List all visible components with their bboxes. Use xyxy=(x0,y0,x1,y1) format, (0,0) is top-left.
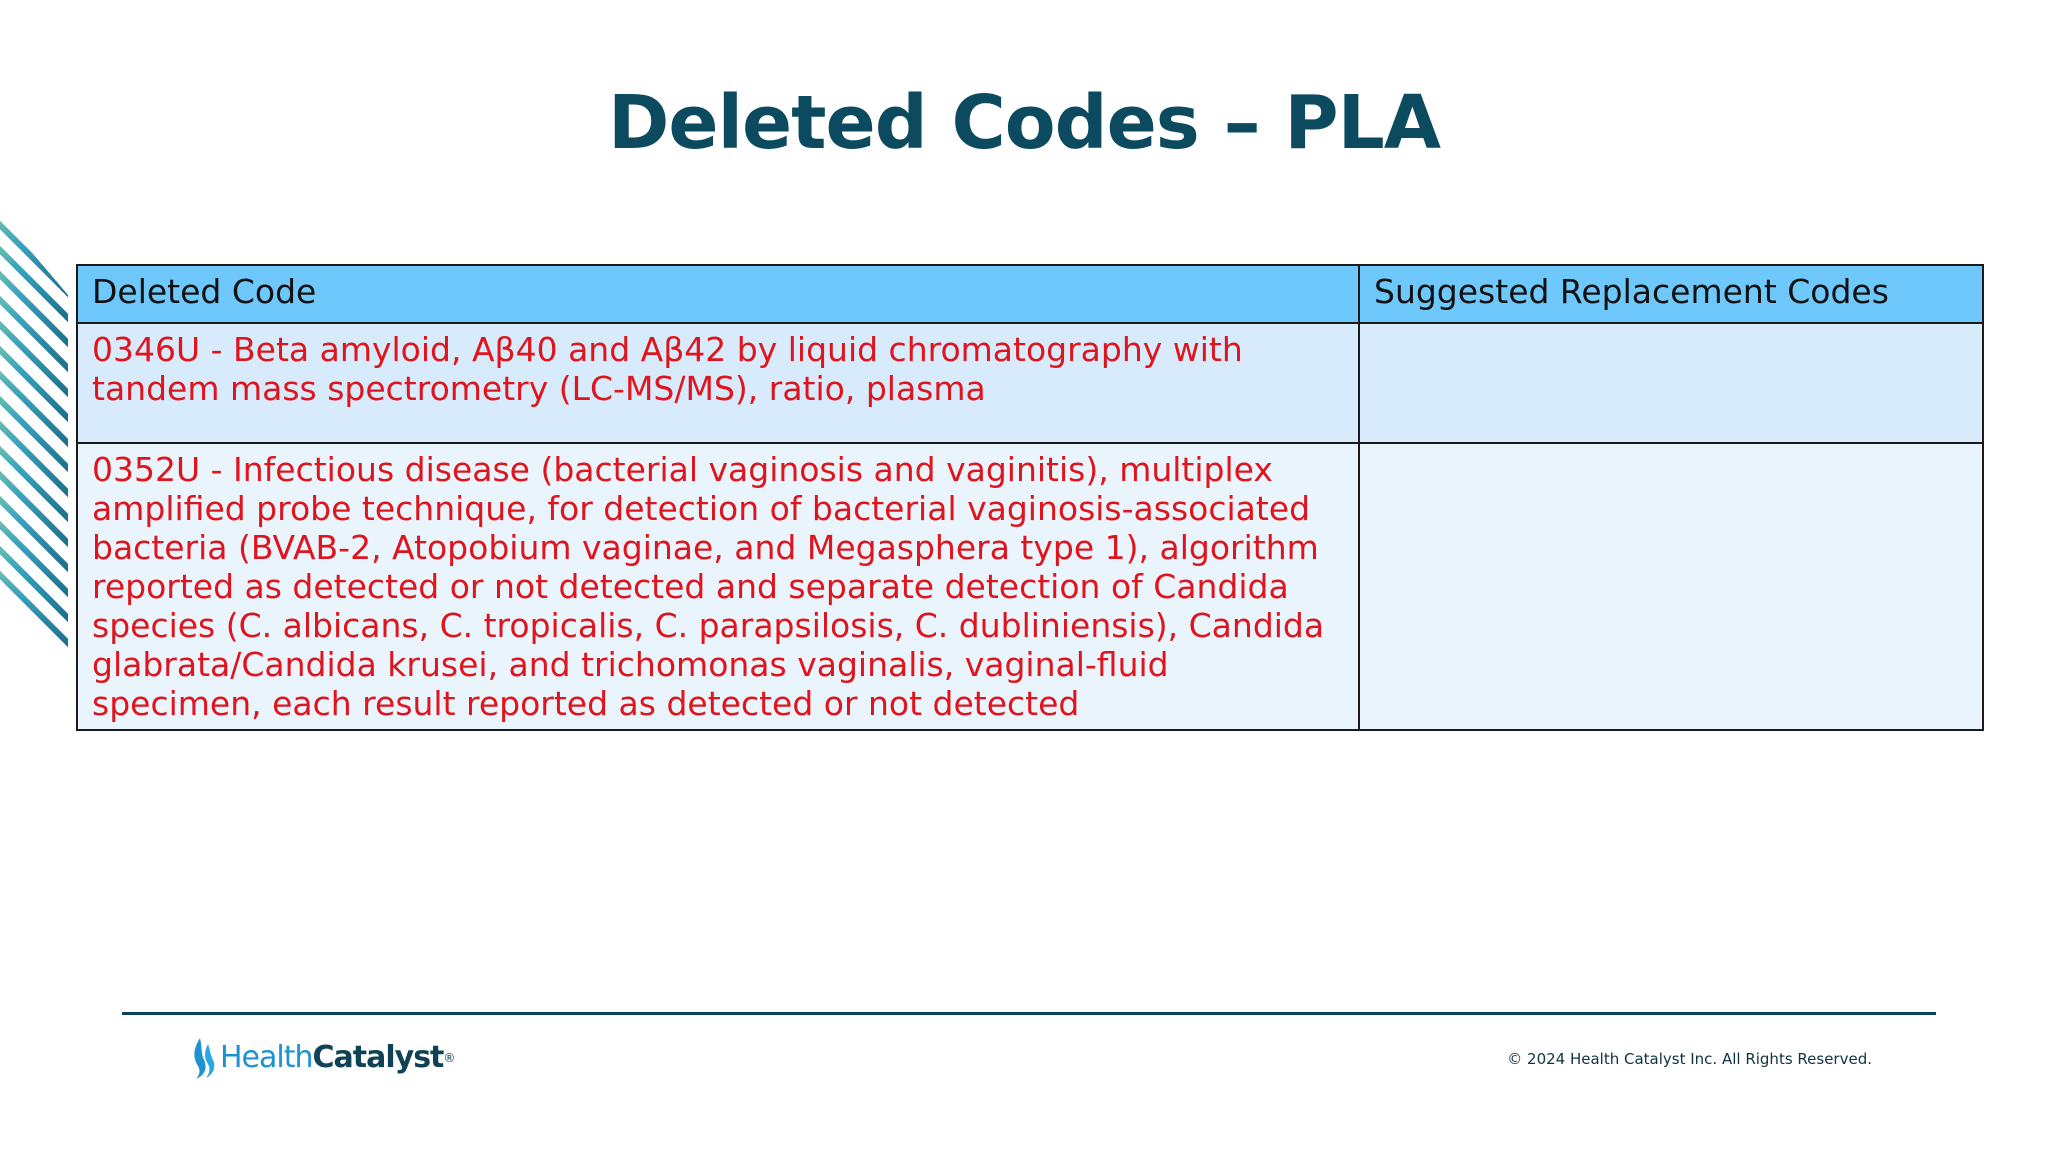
deleted-code-text: 0352U - Infectious disease (bacterial vaginosis and vaginitis), multiplex amplified probe technique, for detection of bacterial vaginosis-associated bacteria (BVAB-2, Atopobium vaginae, and Megasphera type 1), algorithm reported as detected or not detected and separate detection of Candida species (C. albicans, C. tropicalis, C. parapsilosis, C. dubliniensis), Candida glabrata/Candida krusei, and trichomonas vaginalis, vaginal-fluid specimen, each result reported as detected or not detected xyxy=(92,450,1325,723)
deleted-codes-table xyxy=(76,264,1984,731)
table-header-row xyxy=(77,265,1983,323)
health-catalyst-logo xyxy=(190,1036,454,1080)
deleted-code-cell xyxy=(77,323,1359,443)
decorative-stripes xyxy=(0,215,68,655)
footer-divider xyxy=(122,1012,1936,1015)
logo-text-catalyst: Catalyst xyxy=(312,1040,444,1075)
logo-text-health: Health xyxy=(220,1040,313,1075)
deleted-code-cell xyxy=(77,443,1359,730)
column-header-replacement-codes: Suggested Replacement Codes xyxy=(1359,265,1983,323)
table-row xyxy=(77,443,1983,730)
table-row xyxy=(77,323,1983,443)
column-header-deleted-code: Deleted Code xyxy=(77,265,1359,323)
copyright-notice: © 2024 Health Catalyst Inc. All Rights Reserved. xyxy=(1507,1050,1872,1068)
deleted-code-text: 0346U - Beta amyloid, Aβ40 and Aβ42 by liquid chromatography with tandem mass spectrometry (LC-MS/MS), ratio, plasma xyxy=(92,330,1243,408)
replacement-code-cell xyxy=(1359,443,1983,730)
logo-registered-mark: ® xyxy=(443,1051,455,1065)
flame-icon xyxy=(190,1036,216,1080)
slide-title: Deleted Codes – PLA xyxy=(608,80,1440,166)
replacement-code-cell xyxy=(1359,323,1983,443)
logo-wordmark xyxy=(220,1036,454,1080)
